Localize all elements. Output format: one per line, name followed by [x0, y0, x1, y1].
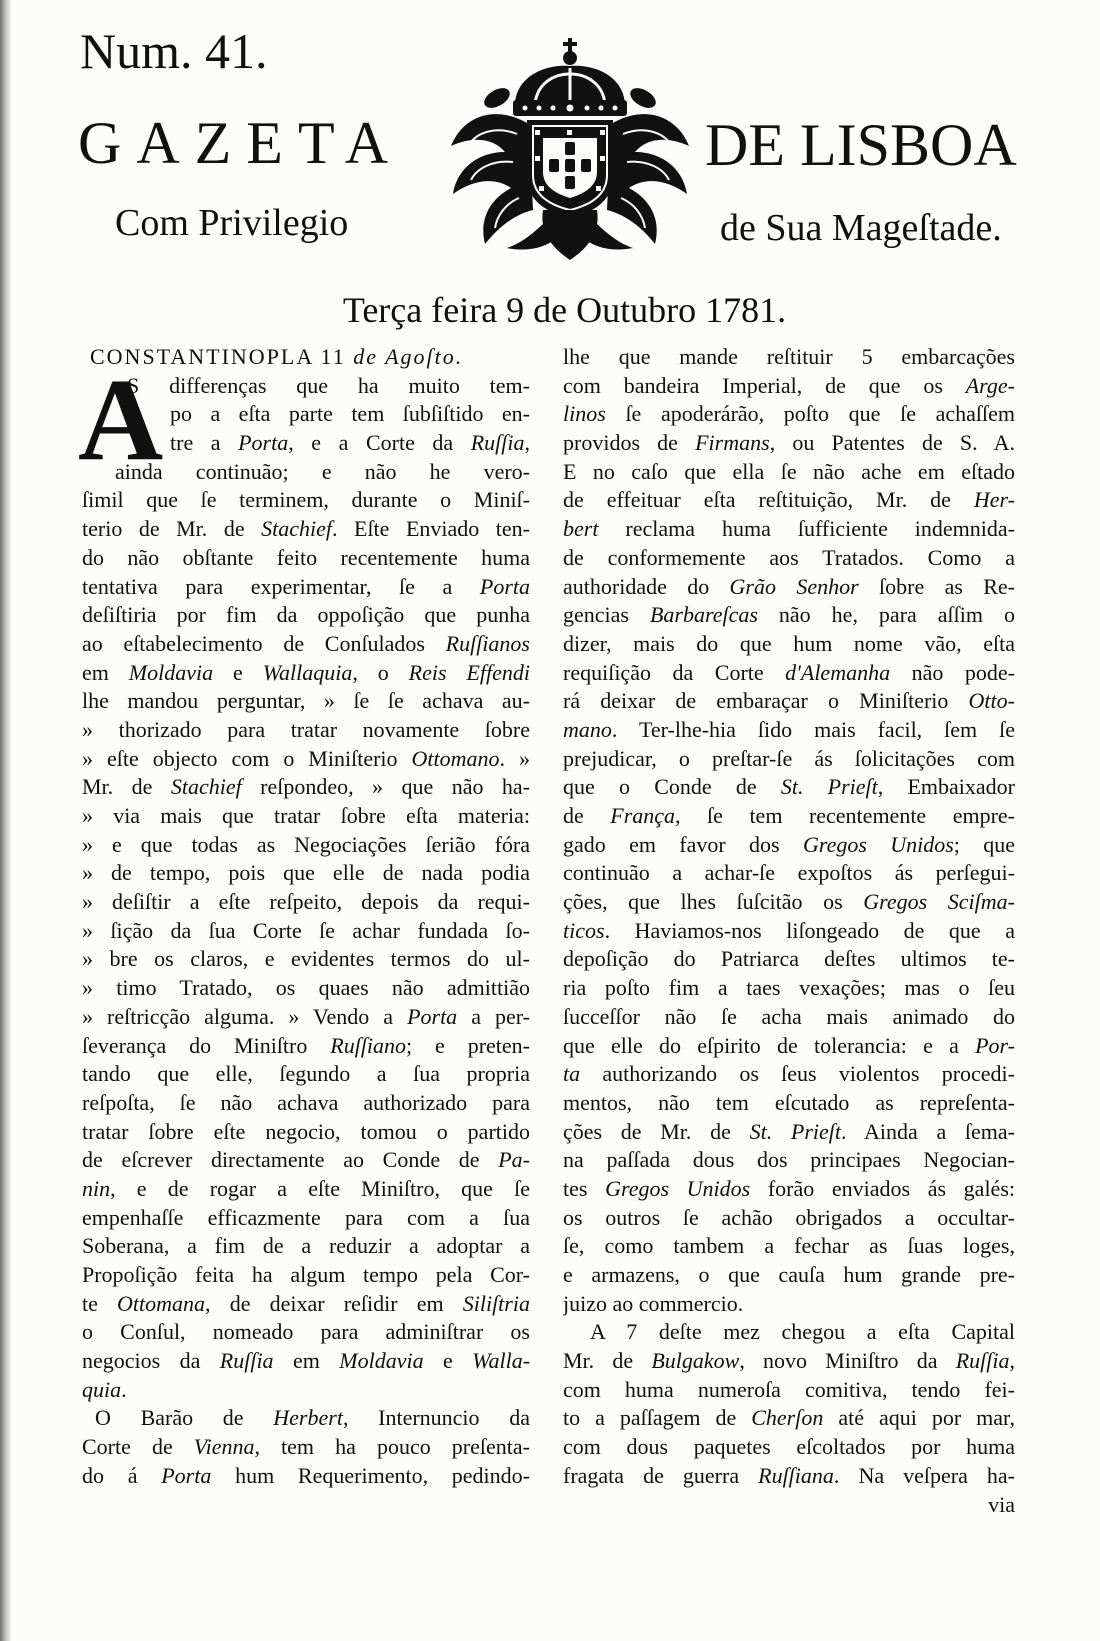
text-run: tre a [170, 430, 239, 456]
left-column [78, 343, 530, 1491]
quina [581, 159, 591, 172]
text-line [82, 1003, 530, 1032]
text-line [82, 773, 530, 802]
text-line [563, 1376, 1015, 1405]
text-line [82, 1318, 530, 1347]
castle [535, 130, 540, 135]
text-run: empenhaſſe efficazmente para com a ſua [82, 1204, 530, 1230]
castle [567, 130, 572, 135]
text-line [563, 773, 1015, 802]
text-run: mentos, não tem eſcutado as repreſenta- [563, 1089, 1015, 1115]
text-run: , novo Miniſtro da [739, 1348, 956, 1374]
italic-text-run: Stachief [261, 516, 332, 542]
text-line [563, 1290, 1015, 1319]
text-run: Mr. de [563, 1348, 652, 1374]
quina [565, 142, 575, 155]
text-run: Soberana, a fim de a reduzir a adoptar a [82, 1233, 530, 1259]
text-run: a per- [457, 1003, 530, 1029]
italic-text-run: linos [563, 401, 606, 427]
italic-text-run: Porta [161, 1462, 212, 1488]
text-run: , de deixar reſidir em [205, 1290, 463, 1316]
text-run: Mr. de [82, 774, 171, 800]
text-run: ções, que lhes ſuſcitão os [563, 889, 864, 915]
crown-pearl [613, 106, 618, 111]
text-run: deſiſtiria por fim da oppoſição que punha [82, 602, 530, 628]
text-run: , e de rogar a eſte Miniſtro, que ſe [110, 1175, 530, 1201]
text-run: ſe, como tambem a fechar as ſuas loges, [563, 1233, 1015, 1259]
italic-text-run: St. Prieſt [780, 774, 878, 800]
text-line [82, 1232, 530, 1261]
quina [565, 176, 575, 189]
italic-text-run: Gregos Unidos [605, 1175, 751, 1201]
text-line [563, 1347, 1015, 1376]
italic-text-run: Ruſſianos [445, 630, 530, 656]
text-line [82, 831, 530, 860]
text-line [82, 888, 530, 917]
text-line [563, 859, 1015, 888]
text-line [82, 716, 530, 745]
text-run: . Na veſpera ha- [833, 1462, 1015, 1488]
quina [549, 159, 559, 172]
text-run: » via mais que tratar ſobre eſta materia: [82, 803, 530, 828]
text-line [563, 573, 1015, 602]
castle [539, 186, 544, 191]
text-run: providos de [563, 430, 696, 456]
text-run: » e que todas as Negociações ſerião fóra [82, 831, 530, 857]
text-line [82, 1146, 530, 1175]
text-run: ſucceſſor não ſe acha mais animado do [563, 1003, 1015, 1029]
text-line [82, 1376, 530, 1405]
text-run: negocios da [82, 1348, 220, 1374]
text-line [563, 486, 1015, 515]
text-line [563, 659, 1015, 688]
italic-text-run: Reis Effendi [408, 659, 530, 685]
text-run: de [563, 803, 611, 828]
text-run: tratar ſobre eſte negocio, tomou o partido [82, 1118, 530, 1144]
text-line [563, 1204, 1015, 1233]
text-line [82, 1261, 530, 1290]
italic-text-run: Porta [479, 573, 530, 599]
text-run: tentativa para experimentar, ſe a [82, 573, 480, 599]
text-run: não he, para aſſim o [757, 602, 1015, 628]
italic-text-run: Wallaquia [262, 659, 353, 685]
text-line [82, 601, 530, 630]
text-run: tes [563, 1175, 606, 1201]
text-line [563, 343, 1015, 372]
text-line [563, 1232, 1015, 1261]
text-line [563, 1060, 1015, 1089]
text-line [563, 630, 1015, 659]
italic-text-run: Moldavia [339, 1348, 424, 1374]
italic-text-run: ta [563, 1061, 581, 1087]
crown-pearl [599, 106, 604, 111]
text-line [82, 1347, 530, 1376]
italic-text-run: quia [82, 1376, 122, 1402]
text-line [563, 1433, 1015, 1462]
text-run: requiſição da Corte [563, 659, 786, 685]
text-run: e armazens, o que cauſa hum grande pre- [563, 1262, 1015, 1287]
text-run: , Embaixador [877, 774, 1015, 800]
text-line [563, 1032, 1015, 1061]
text-run: , tem ha pouco preſenta- [254, 1434, 530, 1460]
text-run: po a eſta parte tem ſubſiſtido en- [170, 401, 530, 427]
text-line [82, 659, 530, 688]
text-line [82, 1089, 530, 1118]
italic-text-run: bert [563, 516, 599, 542]
text-run: os outros ſe achão obrigados a occultar- [563, 1204, 1015, 1230]
text-run: terio de Mr. de [82, 516, 262, 542]
privilege-line-left: Com Privilegio [115, 202, 349, 244]
italic-text-run: Arge- [965, 372, 1015, 398]
privilege-line-right: de Sua Mageſtade. [720, 207, 1002, 249]
text-run: com huma numeroſa comitiva, tendo fei- [563, 1376, 1015, 1402]
italic-text-run: França [610, 803, 676, 828]
text-run: lhe que mande reſtituir 5 embarcações [563, 344, 1015, 369]
italic-text-run: Herbert [273, 1405, 343, 1431]
text-run: » de tempo, pois que elle de nada podia [82, 860, 530, 886]
italic-text-run: Grão Senhor [729, 573, 859, 599]
italic-text-run: Por- [975, 1032, 1015, 1058]
text-run: prejudicar, o preſtar-ſe ás ſolicitações com [563, 745, 1015, 771]
text-run: , e a Corte da [288, 430, 471, 456]
text-run: A 7 deſte mez chegou a eſta Capital [590, 1319, 1015, 1345]
text-run: ſimil que ſe terminem, durante o Miniſ- [82, 487, 530, 513]
mantling-leaf [607, 114, 689, 244]
crown-pearl [585, 106, 590, 111]
text-run: com bandeira Imperial, de que os [563, 372, 966, 398]
text-line [82, 515, 530, 544]
italic-text-run: Ruſſiana [758, 1462, 834, 1488]
text-run: reſpoſta, ſe não achava authorizado para [82, 1089, 530, 1115]
text-run: não pode- [890, 659, 1015, 685]
text-run: . » [499, 745, 530, 771]
text-line [563, 888, 1015, 917]
italic-text-run: Her- [973, 487, 1015, 513]
text-run: authoridade do [563, 573, 730, 599]
text-run: » timo Tratado, os quaes não admittião [82, 975, 530, 1001]
crown-icon [513, 38, 627, 116]
issue-date: Terça feira 9 de Outubro 1781. [342, 290, 787, 330]
text-run: ao eſtabelecimento de Conſulados [82, 630, 446, 656]
text-line [82, 945, 530, 974]
text-run: em [82, 659, 129, 685]
italic-text-run: Stachief [170, 774, 242, 800]
scan-edge-shadow [0, 0, 12, 1641]
drop-cap: A [78, 354, 164, 485]
italic-text-run: Ruſſiano [330, 1032, 407, 1058]
text-run: lhe mandou perguntar, » ſe ſe achava au- [82, 688, 530, 714]
text-run: , ou Patentes de S. A. [769, 430, 1015, 456]
text-run: reſpondeo, » que não ha- [241, 774, 530, 800]
text-run: » ſição da ſua Corte ſe achar fundada ſo- [82, 917, 530, 943]
text-run: » bre os claros, e evidentes termos do ul- [82, 946, 530, 972]
text-run: com dous paquetes eſcoltados por huma [563, 1434, 1015, 1460]
italic-text-run: Ottomana [117, 1290, 206, 1316]
text-line [563, 745, 1015, 774]
italic-text-run: Ottomano [411, 745, 500, 771]
mantling-small-leaf [627, 84, 659, 112]
text-line [82, 1290, 530, 1319]
text-run: juizo ao commercio. [563, 1290, 744, 1316]
issue-number: Num. 41. [80, 23, 268, 79]
text-line [82, 745, 530, 774]
text-run: rá deixar de embaraçar o Miniſterio [563, 688, 969, 714]
italic-text-run: Porta [238, 430, 289, 456]
text-run: Propoſição feita ha algum tempo pela Cor- [82, 1262, 530, 1287]
italic-text-run: Siliſtria [462, 1290, 530, 1316]
text-run: de effeituar eſta reſtituição, Mr. de [563, 487, 974, 513]
text-line [563, 400, 1015, 429]
text-run: authorizando os ſeus violentos procedi- [580, 1061, 1015, 1087]
text-line [82, 687, 530, 716]
italic-text-run: mano [563, 716, 612, 742]
text-line [82, 573, 530, 602]
text-line [82, 1433, 530, 1462]
text-run: , [524, 430, 530, 456]
text-run: » reſtricção alguma. » Vendo a [82, 1003, 408, 1029]
crown-pearl [537, 106, 542, 111]
text-run: » deſiſtir a eſte reſpeito, depois da requi- [82, 889, 530, 915]
text-run: até aqui por mar, [823, 1405, 1015, 1431]
castle [600, 130, 605, 135]
text-run: na paſſada dous dos principaes Negocian- [563, 1147, 1015, 1173]
text-run: hum Requerimento, pedindo- [211, 1462, 530, 1488]
text-run: to a paſſagem de [563, 1405, 752, 1431]
text-run: continuão a achar-ſe expoſtos ás perſegui- [563, 860, 1015, 886]
text-line [563, 831, 1015, 860]
text-run: ſe apoderárão, poſto que ſe achaſſem [605, 401, 1015, 427]
text-run: . Ainda a ſema- [841, 1118, 1015, 1144]
text-line [563, 429, 1015, 458]
text-run: do não obſtante feito recentemente huma [82, 544, 530, 570]
text-line [82, 1204, 530, 1233]
castle [600, 156, 605, 161]
text-line [82, 1060, 530, 1089]
mantling-leaf [451, 114, 533, 244]
text-run: tando que elle, ſegundo a ſua propria [82, 1061, 530, 1087]
text-run: de eſcrever directamente ao Conde de [82, 1147, 499, 1173]
text-line [563, 1089, 1015, 1118]
text-line [563, 1118, 1015, 1147]
text-run: e [423, 1348, 473, 1374]
text-run: E no caſo que ella ſe não ache em eſtado [563, 458, 1015, 484]
text-run: gencias [563, 602, 650, 628]
italic-text-run: St. Prieſt [749, 1118, 842, 1144]
italic-text-run: Bulgakow [651, 1348, 740, 1374]
text-line [82, 1032, 530, 1061]
text-line [82, 486, 530, 515]
text-line [563, 1146, 1015, 1175]
text-run: » eſte objecto com o Miniſterio [82, 745, 412, 771]
italic-text-run: Otto- [968, 688, 1015, 714]
text-line [563, 601, 1015, 630]
text-line [563, 716, 1015, 745]
italic-text-run: Gregos Sciſma- [863, 889, 1015, 915]
text-line [563, 945, 1015, 974]
italic-text-run: nin [82, 1175, 111, 1201]
castle [535, 156, 540, 161]
text-line [563, 458, 1015, 487]
text-run: o Conſul, nomeado para adminiſtrar os [82, 1319, 530, 1345]
text-run: ria poſto fim a taes vexações; mas o ſeu [563, 975, 1015, 1001]
italic-text-run: Moldavia [128, 659, 214, 685]
text-line [563, 1175, 1015, 1204]
text-line [563, 544, 1015, 573]
text-line [563, 974, 1015, 1003]
text-run: forão enviados ás galés: [750, 1175, 1015, 1201]
italic-text-run: Cherſon [751, 1405, 824, 1431]
text-run: ainda continuão; e não he vero- [115, 458, 530, 484]
mantling-small-leaf [481, 84, 513, 112]
text-line [563, 1003, 1015, 1032]
crown-pearl [567, 105, 574, 112]
text-line [82, 1175, 530, 1204]
crown-pearl [523, 106, 528, 111]
catchword: via [988, 1492, 1015, 1517]
text-run: te [82, 1290, 118, 1316]
text-run: ; e preten- [406, 1032, 530, 1058]
text-line [563, 372, 1015, 401]
text-run: O Barão de [95, 1405, 274, 1431]
text-line [563, 1404, 1015, 1433]
text-run: , [1009, 1348, 1015, 1374]
italic-text-run: Ruſſia [955, 1348, 1010, 1374]
text-run: , Internuncio da [342, 1405, 530, 1431]
text-line [563, 1462, 1015, 1491]
text-line [563, 1261, 1015, 1290]
quina [565, 159, 575, 172]
text-run: que elle do eſpirito de tolerancia: e a [563, 1032, 976, 1058]
castle [596, 186, 601, 191]
text-line [563, 687, 1015, 716]
italic-text-run: Vienna [193, 1434, 255, 1460]
crown-cross-horizontal [563, 42, 577, 46]
italic-text-run: Ruſſia [470, 430, 525, 456]
text-line [82, 1404, 530, 1433]
text-run: ções de Mr. de [563, 1118, 750, 1144]
italic-text-run: Firmans [695, 430, 770, 456]
text-run: reclama huma ſufficiente indemnida- [598, 516, 1015, 542]
text-run: ; que [953, 831, 1015, 857]
text-run: do á [82, 1462, 162, 1488]
text-run: gado em favor dos [563, 831, 803, 857]
text-line [82, 544, 530, 573]
text-run: Corte de [82, 1434, 194, 1460]
italic-text-run: Gregos Unidos [802, 831, 954, 857]
bottom-flourish [507, 210, 633, 260]
italic-text-run: Ruſſia [219, 1348, 274, 1374]
text-run: e [213, 659, 263, 685]
text-line [82, 917, 530, 946]
text-run: dizer, mais do que hum nome vão, eſta [563, 630, 1015, 656]
text-line [82, 859, 530, 888]
right-column [563, 343, 1015, 1491]
text-run: CONSTANTINOPLA 11 [90, 344, 354, 369]
text-run: S differenças que ha muito tem- [127, 372, 530, 398]
text-line [82, 630, 530, 659]
text-run: ſeverança do Miniſtro [82, 1032, 331, 1058]
italic-text-run: de Agoſto. [353, 344, 464, 369]
text-line [82, 974, 530, 1003]
italic-text-run: d'Alemanha [785, 659, 891, 685]
text-run: , o [352, 659, 409, 685]
text-line [563, 917, 1015, 946]
text-run: . Eſte Enviado ten- [331, 516, 530, 542]
crown-orb [563, 51, 577, 65]
masthead-title-gazeta: GAZETA [78, 110, 404, 176]
text-run: . Haviamos-nos liſongeado de que a [604, 917, 1015, 943]
crown-pearl [551, 106, 556, 111]
italic-text-run: Porta [407, 1003, 458, 1029]
text-run: . Ter-lhe-hia ſido mais facil, ſem ſe [611, 716, 1015, 742]
text-run: em [273, 1348, 340, 1374]
italic-text-run: ticos [563, 917, 605, 943]
text-run: ſobre as Re- [858, 573, 1015, 599]
text-run: . [121, 1376, 127, 1402]
italic-text-run: Barbareſcas [649, 602, 758, 628]
text-line [82, 802, 530, 831]
text-line [82, 1462, 530, 1491]
italic-text-run: Walla- [472, 1348, 530, 1374]
text-line [82, 1118, 530, 1147]
shield-icon [527, 120, 613, 218]
text-line [563, 802, 1015, 831]
text-line [563, 1318, 1015, 1347]
text-run: de conformemente aos Tratados. Como a [563, 544, 1015, 570]
text-run: » thorizado para tratar novamente ſobre [82, 716, 530, 742]
text-run: , ſe tem recentemente empre- [675, 803, 1015, 828]
royal-arms-crest-icon [435, 38, 705, 260]
text-run: que o Conde de [563, 774, 781, 800]
text-run: fragata de guerra [563, 1462, 759, 1488]
masthead-title-de-lisboa: DE LISBOA [705, 112, 1017, 178]
text-line [563, 515, 1015, 544]
text-run: depoſição do Patriarca deſtes ultimos te- [563, 946, 1015, 972]
italic-text-run: Pa- [498, 1147, 530, 1173]
